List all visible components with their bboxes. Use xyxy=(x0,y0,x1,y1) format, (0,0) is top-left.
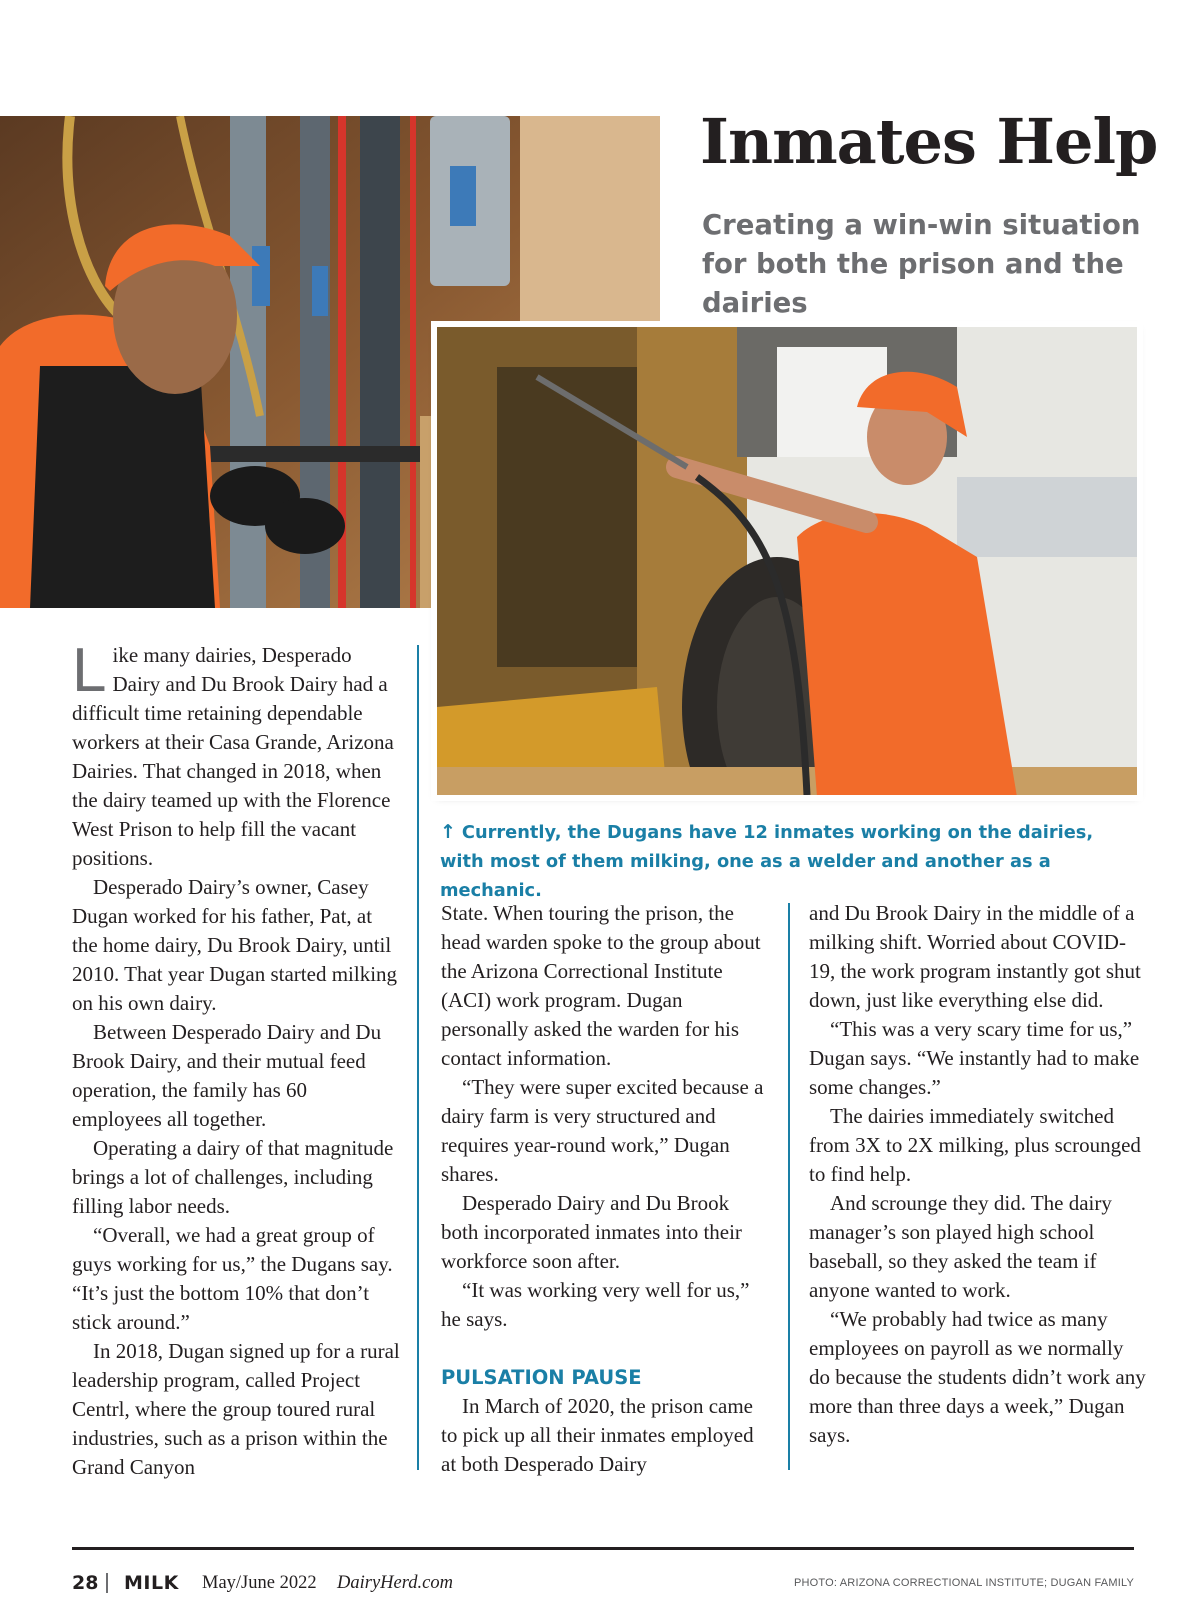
article-column-2 xyxy=(441,899,771,1479)
page-footer xyxy=(72,1568,1134,1598)
paragraph-1: Like many dairies, Desperado Dairy and Du Brook Dairy had a difficult time retaining dependable workers at their Casa Grande, Arizona Dairies. That changed in 2018, when the dairy teamed up with the Florence West Prison to help fill the vacant positions. xyxy=(72,636,394,870)
paragraph-3: Between Desperado Dairy and Du Brook Dairy, and their mutual feed operation, the family has 60 employees all together. xyxy=(72,1020,382,1131)
paragraph-10: “It was working very well for us,” he says. xyxy=(441,1278,750,1331)
photo-credit: PHOTO: ARIZONA CORRECTIONAL INSTITUTE; DUGAN FAMILY xyxy=(793,1577,1134,1589)
paragraph-2: Desperado Dairy’s owner, Casey Dugan worked for his father, Pat, at the home dairy, Du Brook Dairy, until 2010. That year Dugan started milking on his own dairy. xyxy=(72,875,398,1015)
article-title: Inmates Help xyxy=(700,105,1158,178)
article-column-1 xyxy=(72,636,402,1482)
paragraph-8: “They were super excited because a dairy farm is very structured and requires year-round work,” Dugan shares. xyxy=(441,1075,764,1186)
paragraph-15: And scrounge they did. The dairy manager’s son played high school baseball, so they asked the team if anyone wanted to work. xyxy=(809,1191,1112,1302)
column-divider xyxy=(417,645,419,1470)
column-divider xyxy=(788,903,790,1470)
paragraph-14: The dairies immediately switched from 3X to 2X milking, plus scrounged to find help. xyxy=(809,1104,1141,1186)
paragraph-9: Desperado Dairy and Du Brook both incorporated inmates into their workforce soon after. xyxy=(441,1191,742,1273)
drop-cap: L xyxy=(72,636,107,705)
section-subhead: PULSATION PAUSE xyxy=(441,1366,642,1389)
paragraph-11: In March of 2020, the prison came to pick up all their inmates employed at both Desperado Dairy xyxy=(441,1394,754,1476)
paragraph-12: and Du Brook Dairy in the middle of a milking shift. Worried about COVID-19, the work program instantly got shut down, just like everything else did. xyxy=(809,901,1141,1012)
caption-text: Currently, the Dugans have 12 inmates working on the dairies, with most of them milking, one as a welder and another as a mechanic. xyxy=(440,822,1094,901)
website-link[interactable]: DairyHerd.com xyxy=(337,1573,453,1593)
paragraph-16: “We probably had twice as many employees on payroll as we normally do because the students didn’t work any more than three days a week,” Dugan says. xyxy=(809,1307,1146,1447)
paragraph-7: State. When touring the prison, the head warden spoke to the group about the Arizona Correctional Institute (ACI) work program. Dugan personally asked the warden for his contact information. xyxy=(441,901,761,1070)
paragraph-4: Operating a dairy of that magnitude brings a lot of challenges, including filling labor needs. xyxy=(72,1136,394,1218)
photo-caption xyxy=(440,818,1140,905)
mechanic-loader-photo xyxy=(437,327,1137,795)
paragraph-13: “This was a very scary time for us,” Dugan says. “We instantly had to make some changes.” xyxy=(809,1017,1140,1099)
footer-separator xyxy=(106,1573,108,1593)
article-subtitle: Creating a win-win situation for both the prison and the dairies xyxy=(702,209,1141,319)
issue-date: May/June 2022 xyxy=(202,1573,317,1593)
magazine-logo: MILK xyxy=(124,1572,179,1594)
footer-rule xyxy=(72,1547,1134,1550)
paragraph-5: “Overall, we had a great group of guys working for us,” the Dugans say. “It’s just the bottom 10% that don’t stick around.” xyxy=(72,1223,393,1334)
paragraph-6: In 2018, Dugan signed up for a rural leadership program, called Project Centrl, where the group toured rural industries, such as a prison within the Grand Canyon xyxy=(72,1339,400,1479)
page-number: 28 xyxy=(72,1572,99,1594)
arrow-up-icon: ↑ xyxy=(440,821,456,843)
article-column-3 xyxy=(809,899,1149,1450)
